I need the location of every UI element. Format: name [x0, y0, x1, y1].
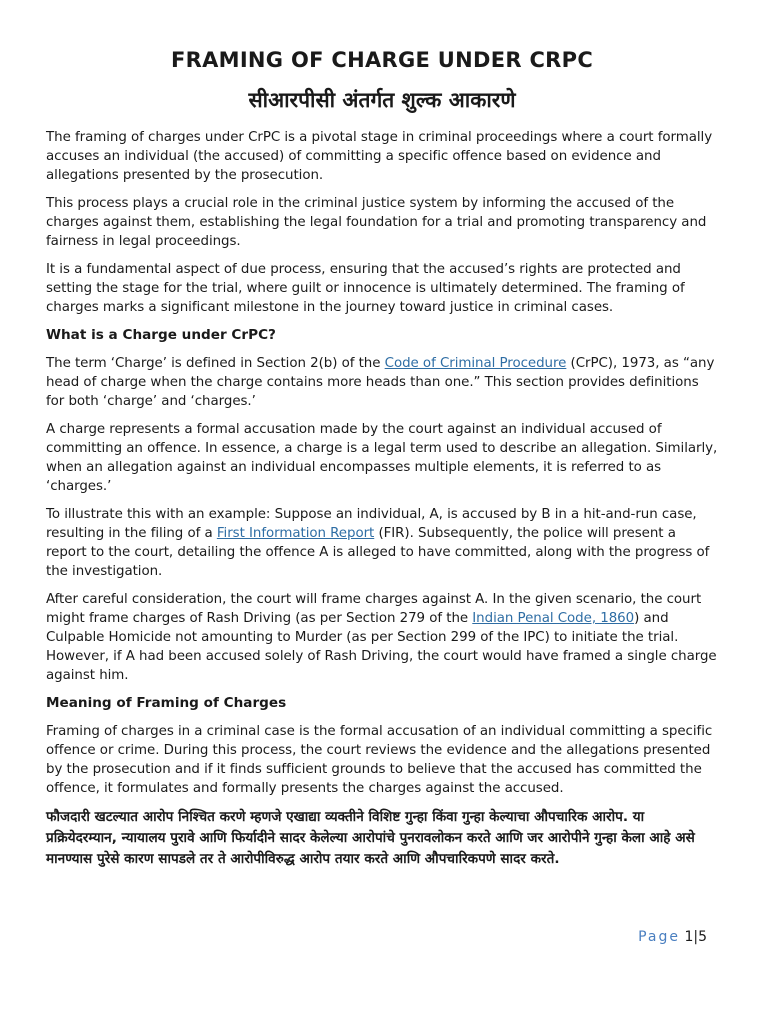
total-pages: 5	[698, 929, 707, 945]
text-run: The term ‘Charge’ is defined in Section 2(b) of the	[46, 356, 385, 371]
intro-paragraph-1: The framing of charges under CrPC is a pivotal stage in criminal proceedings where a court formally accuses an individual (the accused) of committing a specific offence based on evidence and allegations presented by the prosecution.	[46, 130, 713, 183]
text-run: (CrPC), 1973, as “any head of charge when the charge contains more heads than one.” This section provides definitions for both ‘charge’ and ‘charges.’	[46, 356, 715, 409]
page-number: 1	[684, 929, 694, 945]
text-run: To illustrate this with an example: Suppose an individual, A, is accused by B in a hit-and-run case, resulting in the filing of a	[46, 507, 697, 541]
text-run: After careful consideration, the court will frame charges against A. In the given scenario, the court might frame charges of Rash Driving (as per Section 279 of the	[46, 592, 702, 626]
page-separator: |	[693, 929, 699, 945]
intro-paragraph-3: It is a fundamental aspect of due process, ensuring that the accused’s rights are protected and setting the stage for the trial, where guilt or innocence is ultimately determined. The framing of charges marks a significant milestone in the journey toward justice in criminal cases.	[46, 262, 685, 315]
text-run: ) and Culpable Homicide not amounting to Murder (as per Section 299 of the IPC) to initiate the trial. However, if A had been accused solely of Rash Driving, the court would have framed a single charge against him.	[46, 611, 717, 683]
framing-meaning-hindi-paragraph: फौजदारी खटल्यात आरोप निश्चित करणे म्हणजे एखाद्या व्यक्तीने विशिष्ट गुन्हा किंवा गुन्हा केल्याचा औपचारिक आरोप. या प्रक्रियेदरम्यान, न्यायालय पुरावे आणि फिर्यादीने सादर केलेल्या आरोपांचे पुनरावलोकन करते आणि जर आरोपीने गुन्हा केला आहे असे मानण्यास पुरेसे कारण सापडले तर ते आरोपीविरुद्ध आरोप तयार करते आणि औपचारिकपणे सादर करते.	[46, 809, 695, 867]
document-title-hindi: सीआरपीसी अंतर्गत शुल्क आकारणे	[248, 88, 516, 112]
link-code-of-criminal-procedure[interactable]: Code of Criminal Procedure	[384, 356, 567, 371]
section-heading-meaning-of-framing: Meaning of Framing of Charges	[46, 695, 287, 711]
court-framing-paragraph	[46, 590, 718, 685]
page-footer	[638, 929, 707, 945]
charge-meaning-paragraph: A charge represents a formal accusation made by the court against an individual accused of committing an offence. In essence, a charge is a legal term used to describe an allegation. Similarly, when an allegation against an individual encompasses multiple elements, it is referred to as ‘charges.’	[46, 422, 718, 494]
intro-paragraph-2: This process plays a crucial role in the criminal justice system by informing the accused of the charges against them, establishing the legal foundation for a trial and promoting transparency and fairness in legal proceedings.	[46, 196, 707, 249]
example-paragraph	[46, 505, 718, 581]
page-label: Page	[638, 929, 680, 945]
document-content	[46, 46, 718, 870]
document-title: FRAMING OF CHARGE UNDER CRPC	[170, 48, 594, 72]
charge-definition-paragraph	[46, 354, 718, 411]
section-heading-what-is-charge: What is a Charge under CrPC?	[46, 327, 276, 343]
text-run: (FIR). Subsequently, the police will present a report to the court, detailing the offence A is alleged to have committed, along with the progress of the investigation.	[46, 526, 710, 579]
framing-meaning-paragraph: Framing of charges in a criminal case is the formal accusation of an individual committing a specific offence or crime. During this process, the court reviews the evidence and the allegations presented by the prosecution and if it finds sufficient grounds to believe that the accused has committed the offence, it formulates and formally presents the charges against the accused.	[46, 724, 713, 796]
link-indian-penal-code[interactable]: Indian Penal Code, 1860	[472, 611, 635, 626]
link-first-information-report[interactable]: First Information Report	[216, 526, 375, 541]
